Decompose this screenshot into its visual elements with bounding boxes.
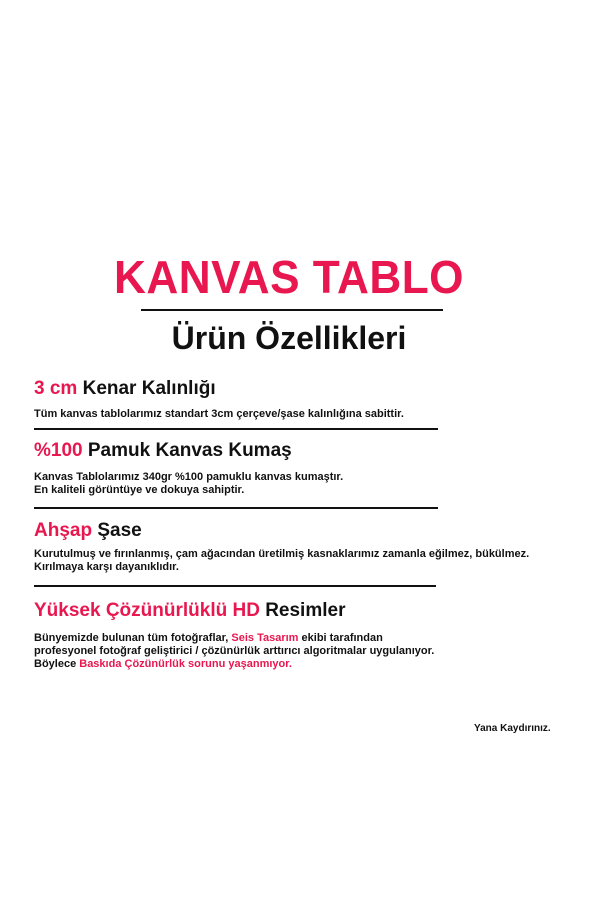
title-divider	[141, 309, 443, 311]
heading-accent: Yüksek Çözünürlüklü HD	[34, 600, 260, 621]
heading-text: Pamuk Kanvas Kumaş	[82, 440, 292, 461]
section-heading-edge-thickness	[34, 378, 216, 400]
heading-text: Şase	[92, 520, 142, 541]
body-text: Bünyemizde bulunan tüm fotoğraflar,	[34, 632, 232, 644]
heading-text: Resimler	[259, 600, 346, 621]
section-body-wooden-frame	[34, 548, 529, 574]
heading-text: Kenar Kalınlığı	[77, 378, 216, 399]
body-line: Kurutulmuş ve fırınlanmış, çam ağacından üretilmiş kasnaklarımız zamanla eğilmez, bükülmez.	[34, 548, 530, 560]
section-divider	[34, 507, 438, 509]
section-divider	[34, 428, 438, 430]
brand-name: Seis Tasarım	[231, 632, 299, 644]
body-line: Kanvas Tablolarımız 340gr %100 pamuklu kanvas kumaştır.	[34, 471, 344, 483]
section-heading-hd-images	[34, 600, 345, 622]
body-highlight: Baskıda Çözünürlük sorunu yaşanmıyor.	[79, 658, 292, 670]
swipe-hint: Yana Kaydırınız.	[474, 723, 551, 734]
body-line: Tüm kanvas tablolarımız standart 3cm çerçeve/şase kalınlığına sabittir.	[34, 408, 404, 420]
section-divider	[34, 585, 436, 587]
section-body-hd-images	[34, 632, 434, 671]
body-line: profesyonel fotoğraf geliştirici / çözünürlük arttırıcı algoritmalar uygulanıyor.	[34, 645, 435, 657]
heading-accent: %100	[34, 440, 83, 461]
section-body-edge-thickness	[34, 408, 404, 421]
page-title: KANVAS TABLO	[113, 251, 465, 303]
body-line	[34, 658, 434, 671]
body-line: Kırılmaya karşı dayanıklıdır.	[34, 561, 179, 573]
body-text: Böylece	[34, 658, 80, 670]
section-body-cotton-canvas	[34, 471, 343, 497]
heading-accent: 3 cm	[34, 378, 78, 399]
section-heading-cotton-canvas	[34, 440, 292, 462]
body-line: En kaliteli görüntüye ve dokuya sahiptir.	[34, 484, 245, 496]
section-heading-wooden-frame	[34, 520, 142, 542]
heading-accent: Ahşap	[34, 520, 93, 541]
page-subtitle: Ürün Özellikleri	[171, 320, 407, 356]
body-text: ekibi tarafından	[298, 632, 383, 644]
body-line	[34, 632, 434, 645]
